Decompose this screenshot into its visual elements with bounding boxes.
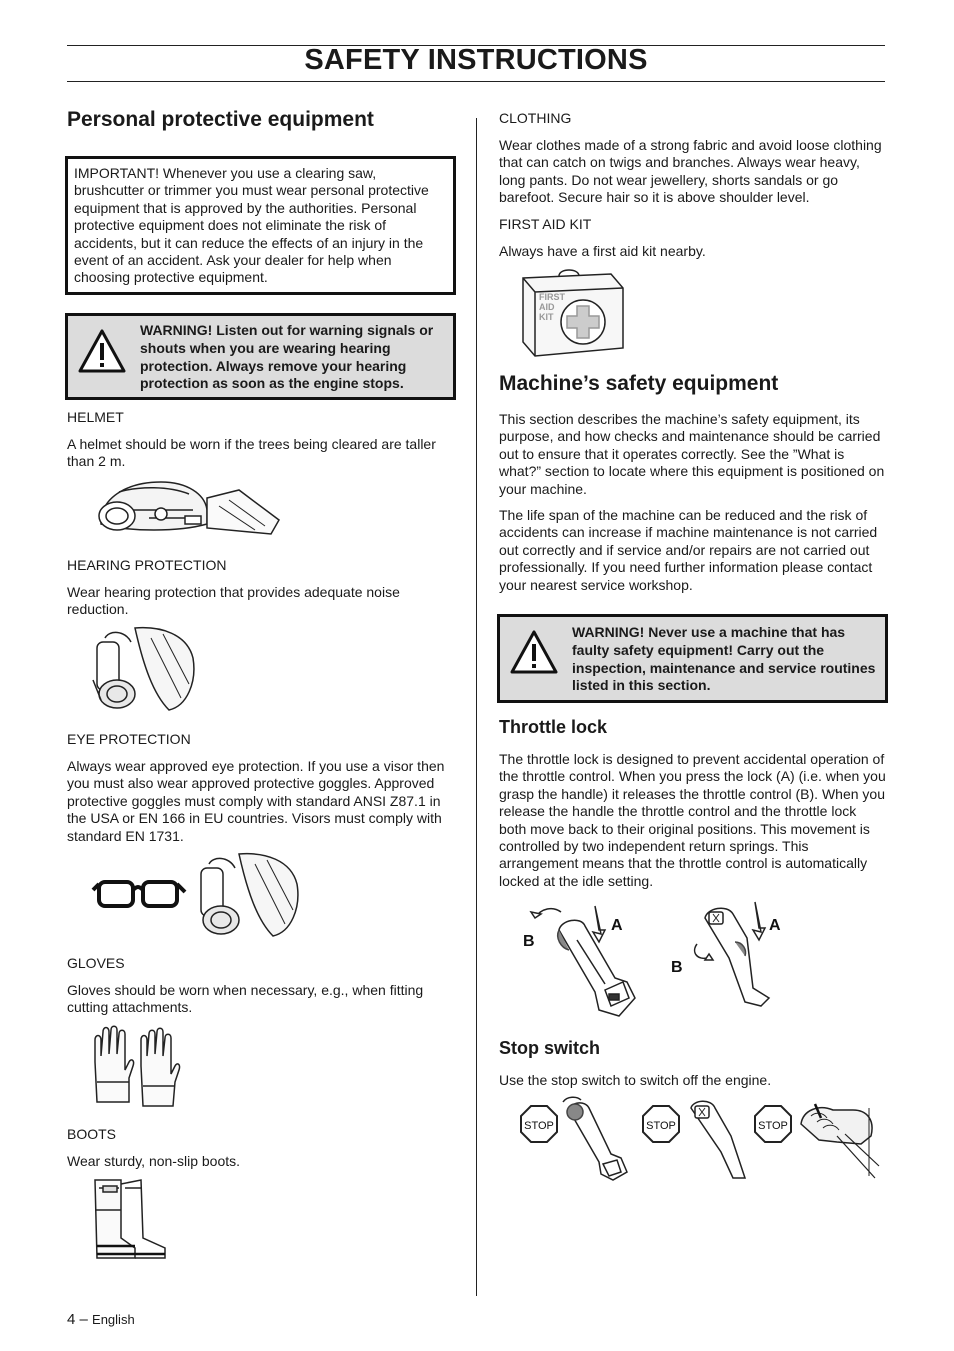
label-b-2: B <box>671 959 683 976</box>
throttle-lock-illustration-1 <box>519 898 669 1024</box>
machine-paragraph-1: This section describes the machine’s safety equipment, its purpose, and how checks and maintenance should be carried out to ensure that it operates correctly. See the ”What is what?” section to locate where this equipment is positioned on your machine. <box>499 411 885 497</box>
hearing-title: HEARING PROTECTION <box>67 557 227 573</box>
hearing-text: Wear hearing protection that provides adequate noise reduction. <box>67 584 400 618</box>
eye-title: EYE PROTECTION <box>67 731 191 747</box>
goggles-illustration <box>89 876 189 910</box>
warning-text-machine: WARNING! Never use a machine that has faulty safety equipment! Carry out the inspection, maintenance and service routines listed in this section. <box>572 624 876 694</box>
important-notice <box>65 156 456 295</box>
title-underline <box>67 81 885 82</box>
machine-paragraph-2: The life span of the machine can be reduced and the risk of accidents can increase if machine maintenance is not carried out correctly and if service and/or repairs are not carried out professionally. If you need further information please contact your nearest service workshop. <box>499 507 878 593</box>
stop-text: Use the stop switch to switch off the engine. <box>499 1072 772 1088</box>
hearing-protection-illustration <box>91 624 201 712</box>
throttle-text: The throttle lock is designed to prevent accidental operation of the throttle control. When you press the lock (A) (i.e. when you grasp the handle) it releases the throttle control (B). When you release the handle the throttle control and the throttle lock both move back to their original positions. This movement is controlled by two independent return springs. This arrangement means that the throttle control is automatically locked at the idle setting. <box>499 751 886 889</box>
stop-sign-label-2: STOP <box>646 1120 676 1132</box>
gloves-illustration <box>89 1026 179 1108</box>
label-a-1: A <box>611 917 623 934</box>
stop-sign-label-3: STOP <box>758 1120 788 1132</box>
page-number: 4 – <box>67 1311 88 1328</box>
boots-illustration <box>91 1174 171 1264</box>
throttle-title: Throttle lock <box>499 717 608 737</box>
boots-title: BOOTS <box>67 1126 117 1142</box>
firstaid-title: FIRST AID KIT <box>499 216 592 232</box>
eye-text: Always wear approved eye protection. If you use a visor then you must also wear approved protective goggles. Approved protective goggles must comply with standard ANSI Z87.1 in the USA or EN 166 in EU countries. Visors must comply with standard EN 1731. <box>67 758 445 844</box>
visor-illustration <box>195 850 305 938</box>
stop-switch-illustration-3 <box>757 1096 887 1178</box>
firstaid-text: Always have a first aid kit nearby. <box>499 243 706 259</box>
clothing-text: Wear clothes made of a strong fabric and avoid loose clothing that can catch on twigs and branches. Always wear heavy, long pants. Do not wear jewellery, shorts sandals or go barefoot. Secure hair so it is above shoulder level. <box>499 137 882 206</box>
warning-text-hearing: WARNING! Listen out for warning signals or shouts when you are wearing hearing protection. Always remove your hearing protection as soon as the engine stops. <box>140 322 434 392</box>
warning-box-hearing <box>65 313 456 400</box>
firstaid-label-1: FIRST <box>539 292 565 302</box>
stop-switch-illustration-2 <box>645 1096 755 1178</box>
gloves-text: Gloves should be worn when necessary, e.g., when fitting cutting attachments. <box>67 982 424 1016</box>
footer-language: English <box>92 1312 135 1327</box>
section-title-machine: Machine’s safety equipment <box>499 372 779 395</box>
important-text: IMPORTANT! Whenever you use a clearing saw, brushcutter or trimmer you must wear personal protective equipment that is approved by the authorities. Personal protective equipment does not eliminate the risk of accidents, but it can reduce the effects of an injury in the event of an accident. Ask your dealer for help when choosing protective equipment. <box>74 165 429 286</box>
helmet-illustration <box>89 476 289 540</box>
section-title-ppe: Personal protective equipment <box>67 108 374 131</box>
warning-triangle-icon <box>509 629 559 675</box>
gloves-title: GLOVES <box>67 955 125 971</box>
label-b-1: B <box>523 933 535 950</box>
warning-triangle-icon <box>77 328 127 374</box>
stop-title: Stop switch <box>499 1038 601 1058</box>
stop-switch-illustration-1 <box>523 1096 643 1178</box>
firstaid-label-3: KIT <box>539 312 554 322</box>
first-aid-kit-illustration <box>519 266 629 358</box>
column-divider <box>476 118 477 1296</box>
helmet-text: A helmet should be worn if the trees being cleared are taller than 2 m. <box>67 436 436 470</box>
helmet-title: HELMET <box>67 409 124 425</box>
page-footer <box>67 1311 135 1328</box>
stop-sign-label-1: STOP <box>524 1120 554 1132</box>
firstaid-label-2: AID <box>539 302 555 312</box>
page-title: SAFETY INSTRUCTIONS <box>304 44 648 76</box>
warning-box-machine <box>497 614 888 703</box>
throttle-lock-illustration-2 <box>669 898 819 1024</box>
boots-text: Wear sturdy, non-slip boots. <box>67 1153 241 1169</box>
clothing-title: CLOTHING <box>499 110 572 126</box>
label-a-2: A <box>769 917 781 934</box>
